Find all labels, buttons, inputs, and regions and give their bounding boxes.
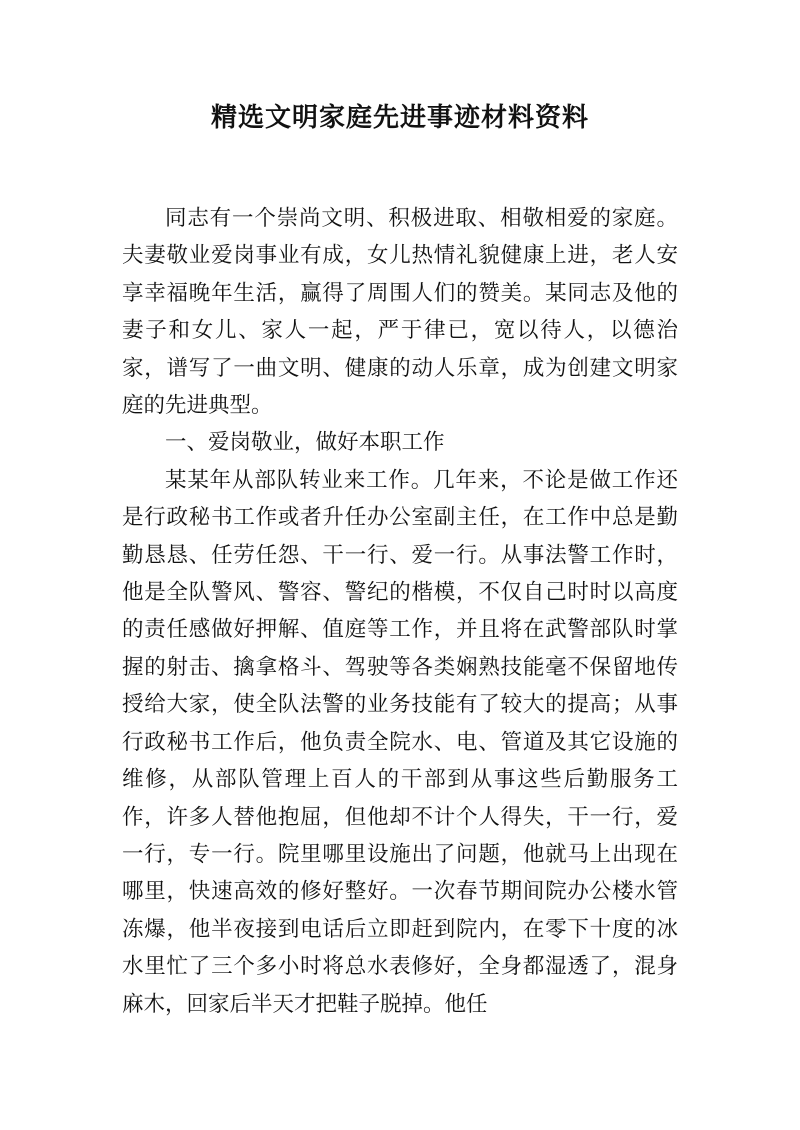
section-heading: 一、爱岗敬业，做好本职工作 [165, 430, 445, 456]
document-body [122, 200, 678, 1023]
document-title: 精选文明家庭先进事迹材料资料 [210, 103, 589, 133]
paragraph-intro: 同志有一个崇尚文明、积极进取、相敬相爱的家庭。夫妻敬业爱岗事业有成，女儿热情礼貌健康上进，老人安享幸福晚年生活，赢得了周围人们的赞美。某同志及他的妻子和女儿、家人一起，严于律已，宽以待人，以德治家，谱写了一曲文明、健康的动人乐章，成为创建文明家庭的先进典型。 [122, 206, 678, 419]
paragraph-work: 某某年从部队转业来工作。几年来，不论是做工作还是行政秘书工作或者升任办公室副主任，在工作中总是勤勤恳恳、任劳任怨、干一行、爱一行。从事法警工作时，他是全队警风、警容、警纪的楷模，不仅自己时时以高度的责任感做好押解、值庭等工作，并且将在武警部队时掌握的射击、擒拿格斗、驾驶等各类娴熟技能毫不保留地传授给大家，使全队法警的业务技能有了较大的提高；从事行政秘书工作后，他负责全院水、电、管道及其它设施的维修，从部队管理上百人的干部到从事这些后勤服务工作，许多人替他抱屈，但他却不计个人得失，干一行，爱一行，专一行。院里哪里设施出了问题，他就马上出现在哪里，快速高效的修好整好。一次春节期间院办公楼水管冻爆，他半夜接到电话后立即赶到院内，在零下十度的冰水里忙了三个多小时将总水表修好，全身都湿透了，混身麻木，回家后半天才把鞋子脱掉。他任 [122, 467, 678, 1017]
